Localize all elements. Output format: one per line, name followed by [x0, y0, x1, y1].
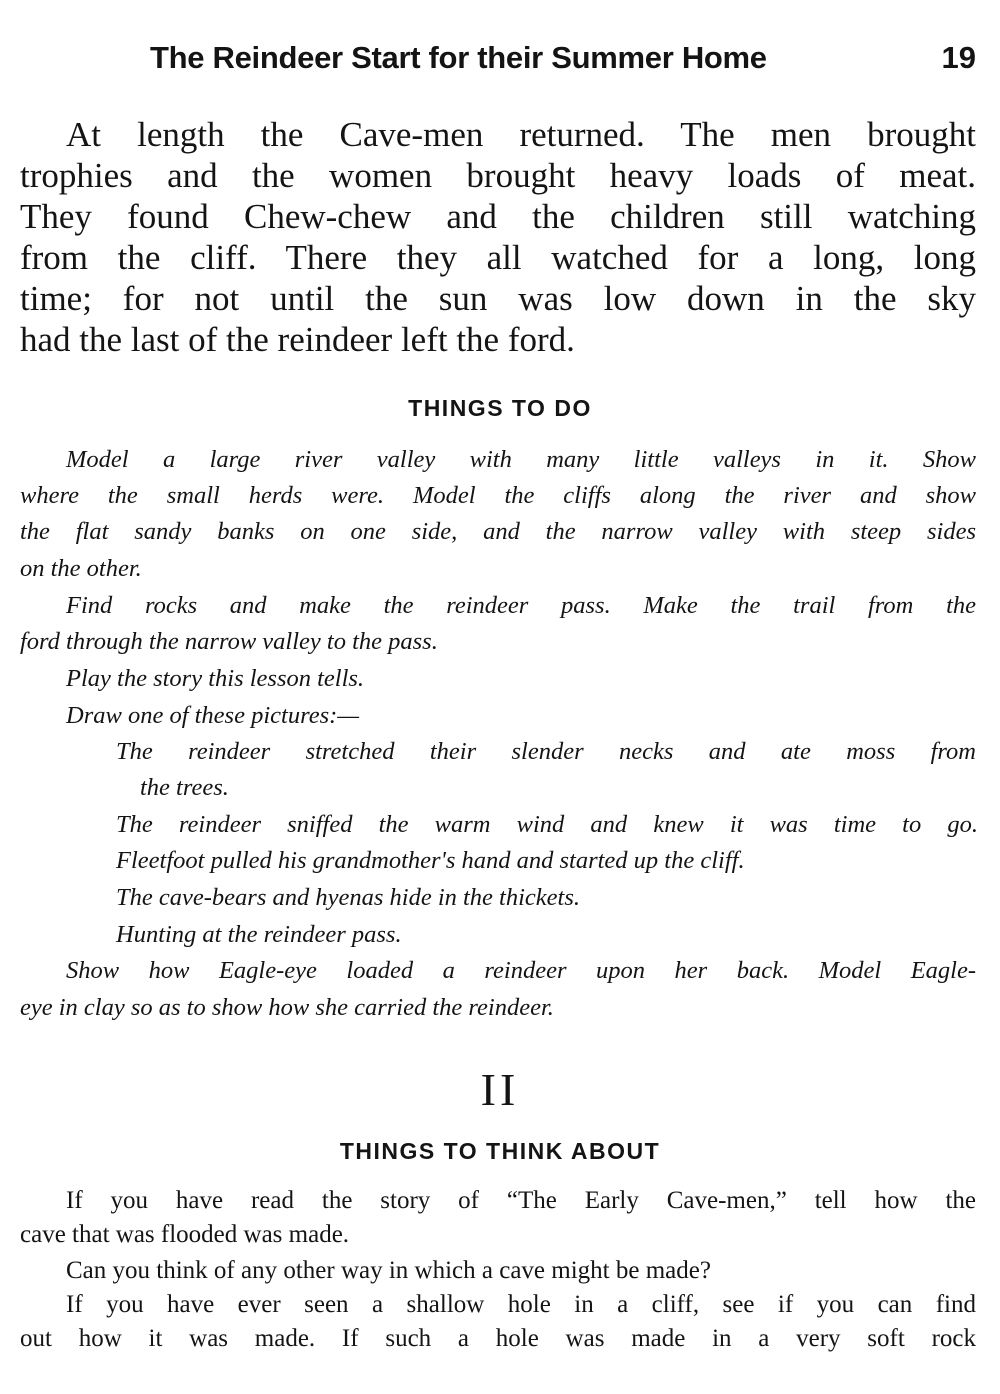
question-line: Can you think of any other way in which a cave might be made? [66, 1257, 711, 1284]
activity-line: Find rocks and make the reindeer pass. Make the trail from the [66, 592, 976, 619]
things-to-think-about-heading: THINGS TO THINK ABOUT [339, 1138, 661, 1164]
activity-line: ford through the narrow valley to the pass. [20, 628, 438, 655]
activity-line: the flat sandy banks on one side, and the narrow valley with steep sides [20, 518, 976, 545]
question-line: out how it was made. If such a hole was made in a very soft rock [20, 1325, 976, 1352]
activity-line: Model a large river valley with many little valleys in it. Show [66, 446, 976, 473]
story-line: time; for not until the sun was low down in the sky [20, 279, 976, 318]
activity-line: on the other. [20, 555, 142, 582]
section-numeral: II [480, 1064, 520, 1115]
things-to-do-heading: THINGS TO DO [408, 395, 592, 421]
activity-line: Draw one of these pictures:— [66, 702, 360, 729]
story-line: They found Chew-chew and the children still watching [20, 197, 976, 236]
story-line: At length the Cave-men returned. The men brought [66, 115, 976, 154]
story-line: trophies and the women brought heavy loads of meat. [20, 156, 976, 195]
picture-option: the trees. [140, 774, 229, 801]
question-line: If you have ever seen a shallow hole in a cliff, see if you can find [66, 1291, 976, 1318]
question-line: cave that was flooded was made. [20, 1221, 350, 1248]
story-line: from the cliff. There they all watched for a long, long [20, 238, 976, 277]
picture-option: Hunting at the reindeer pass. [116, 921, 402, 948]
question-line: If you have read the story of “The Early Cave-men,” tell how the [66, 1187, 976, 1214]
running-title: The Reindeer Start for their Summer Home [150, 40, 767, 75]
activity-line: Play the story this lesson tells. [66, 665, 365, 692]
activity-line: where the small herds were. Model the cliffs along the river and show [20, 482, 976, 509]
picture-option: Fleetfoot pulled his grandmother's hand and started up the cliff. [116, 847, 745, 874]
story-line: had the last of the reindeer left the ford. [20, 320, 575, 359]
picture-option: The reindeer sniffed the warm wind and knew it was time to go. [116, 811, 978, 838]
page-number: 19 [941, 40, 976, 75]
picture-option: The cave-bears and hyenas hide in the thickets. [116, 884, 581, 911]
activity-line: Show how Eagle-eye loaded a reindeer upon her back. Model Eagle- [66, 957, 976, 984]
activity-line: eye in clay so as to show how she carried the reindeer. [20, 994, 554, 1021]
picture-option: The reindeer stretched their slender necks and ate moss from [116, 738, 976, 765]
